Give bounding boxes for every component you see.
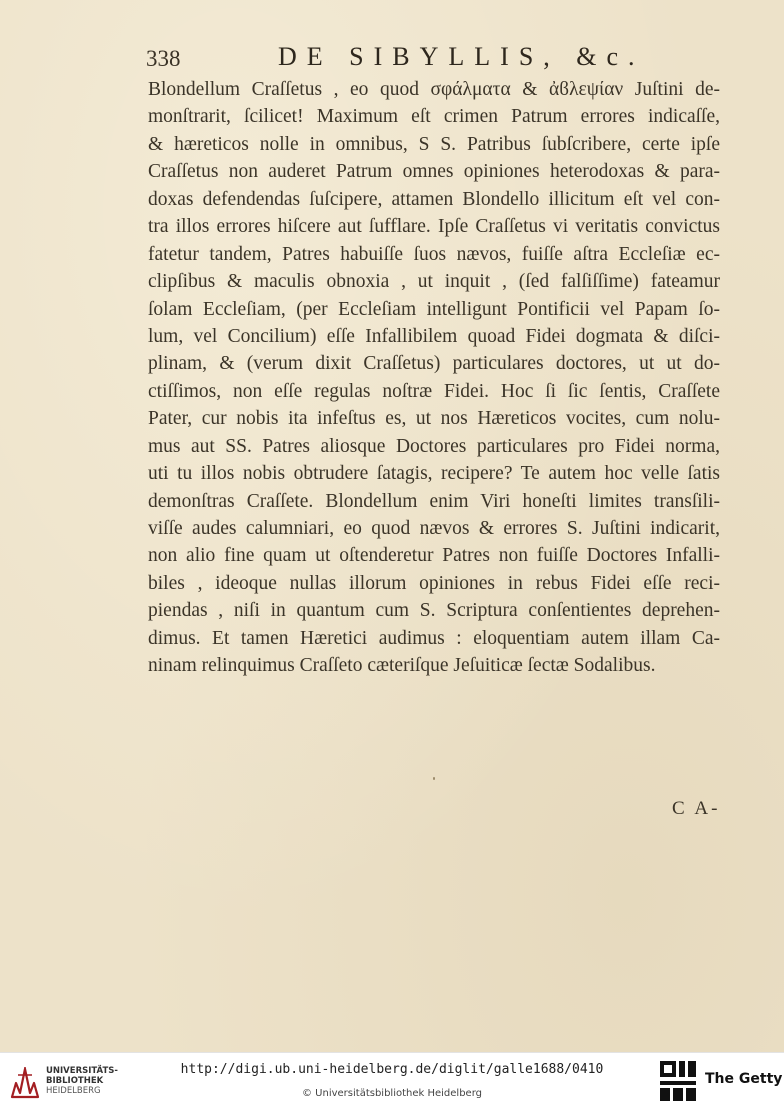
text-line: & hæreticos nolle in omnibus, S S. Patribus ſubſcribere, certe ipſe xyxy=(148,133,720,155)
running-head xyxy=(0,38,784,78)
permalink-url[interactable]: http://digi.ub.uni-heidelberg.de/diglit/galle1688/0410 xyxy=(180,1062,604,1077)
copyright-notice: © Universitätsbibliothek Heidelberg xyxy=(301,1088,482,1099)
text-line: Craſſetus non auderet Patrum omnes opiniones heterodoxas & para- xyxy=(148,161,720,183)
institution-line: HEIDELBERG xyxy=(46,1086,101,1096)
text-line: ninam relinquimus Craſſeto cæteriſque Jeſuiticæ ſectæ Sodalibus. xyxy=(148,655,656,677)
text-line: mus aut SS. Patres aliosque Doctores particulares pro Fidei norma, xyxy=(148,435,720,457)
catchword: C A- xyxy=(672,798,721,819)
text-line: Blondellum Craſſetus , eo quod σφάλματα & ἀϐλεψίαν Juſtini de- xyxy=(148,79,720,100)
viewer-footer xyxy=(0,1052,784,1112)
page-number: 338 xyxy=(146,46,181,71)
text-line: Pater, cur nobis ita infeſtus es, ut nos Hæreticos vocites, cum nolu- xyxy=(148,408,720,430)
text-line: monſtrarit, ſcilicet! Maximum eſt crimen Patrum errores indicaſſe, xyxy=(148,106,720,128)
text-line: dimus. Et tamen Hæretici audimus : eloquentiam autem illam Ca- xyxy=(148,627,720,649)
text-line: lum, vel Concilium) eſſe Infallibilem quoad Fidei dogmata & diſci- xyxy=(148,325,720,347)
ink-speck xyxy=(433,777,435,780)
running-head-title: DE SIBYLLIS, &c. xyxy=(278,42,645,71)
text-line: plinam, & (verum dixit Craſſetus) particulares doctores, ut ut do- xyxy=(148,353,720,375)
text-line: ſolam Eccleſiam, (per Eccleſiam intelligunt Pontificii vel Papam ſo- xyxy=(148,298,720,320)
text-line: clipſibus & maculis obnoxia , ut inquit , (ſed falſiſſime) fateamur xyxy=(148,271,720,293)
getty-logo-icon xyxy=(660,1061,696,1101)
institution-line: UNIVERSITÄTS- xyxy=(46,1066,118,1076)
text-line: ctiſſimos, non eſſe regulas noſtræ Fidei. Hoc ſi ſic ſentis, Craſſete xyxy=(148,380,720,402)
text-line: non alio fine quam ut oſtenderetur Patres non fuiſſe Doctores Infalli- xyxy=(148,545,720,567)
text-line: piendas , niſi in quantum cum S. Scriptura conſentientes deprehen- xyxy=(148,600,720,622)
text-line: fatetur tandem, Patres habuiſſe ſuos nævos, fuiſſe aſtra Eccleſiæ ec- xyxy=(148,243,720,265)
text-line: doxas defendendas ſuſcipere, attamen Blondello illicitum eſt vel con- xyxy=(148,188,720,210)
text-line: demonſtras Craſſete. Blondellum enim Viri honeſti limites transſili- xyxy=(148,490,720,512)
body-text xyxy=(148,76,720,680)
text-line: biles , ideoque nullas illorum opiniones in rebus Fidei eſſe reci- xyxy=(148,572,720,594)
text-line: uti tu illos nobis obtrudere ſatagis, recipere? Te autem hoc velle ſatis xyxy=(148,463,720,485)
text-line: tra illos errores hiſcere aut ſufflare. Ipſe Craſſetus vi veritatis convictus xyxy=(148,216,720,238)
text-line: viſſe audes calumniari, eo quod nævos & errores S. Juſtini indicarit, xyxy=(148,518,720,539)
partner-name: The Getty xyxy=(705,1071,783,1087)
institution-line: BIBLIOTHEK xyxy=(46,1076,104,1086)
